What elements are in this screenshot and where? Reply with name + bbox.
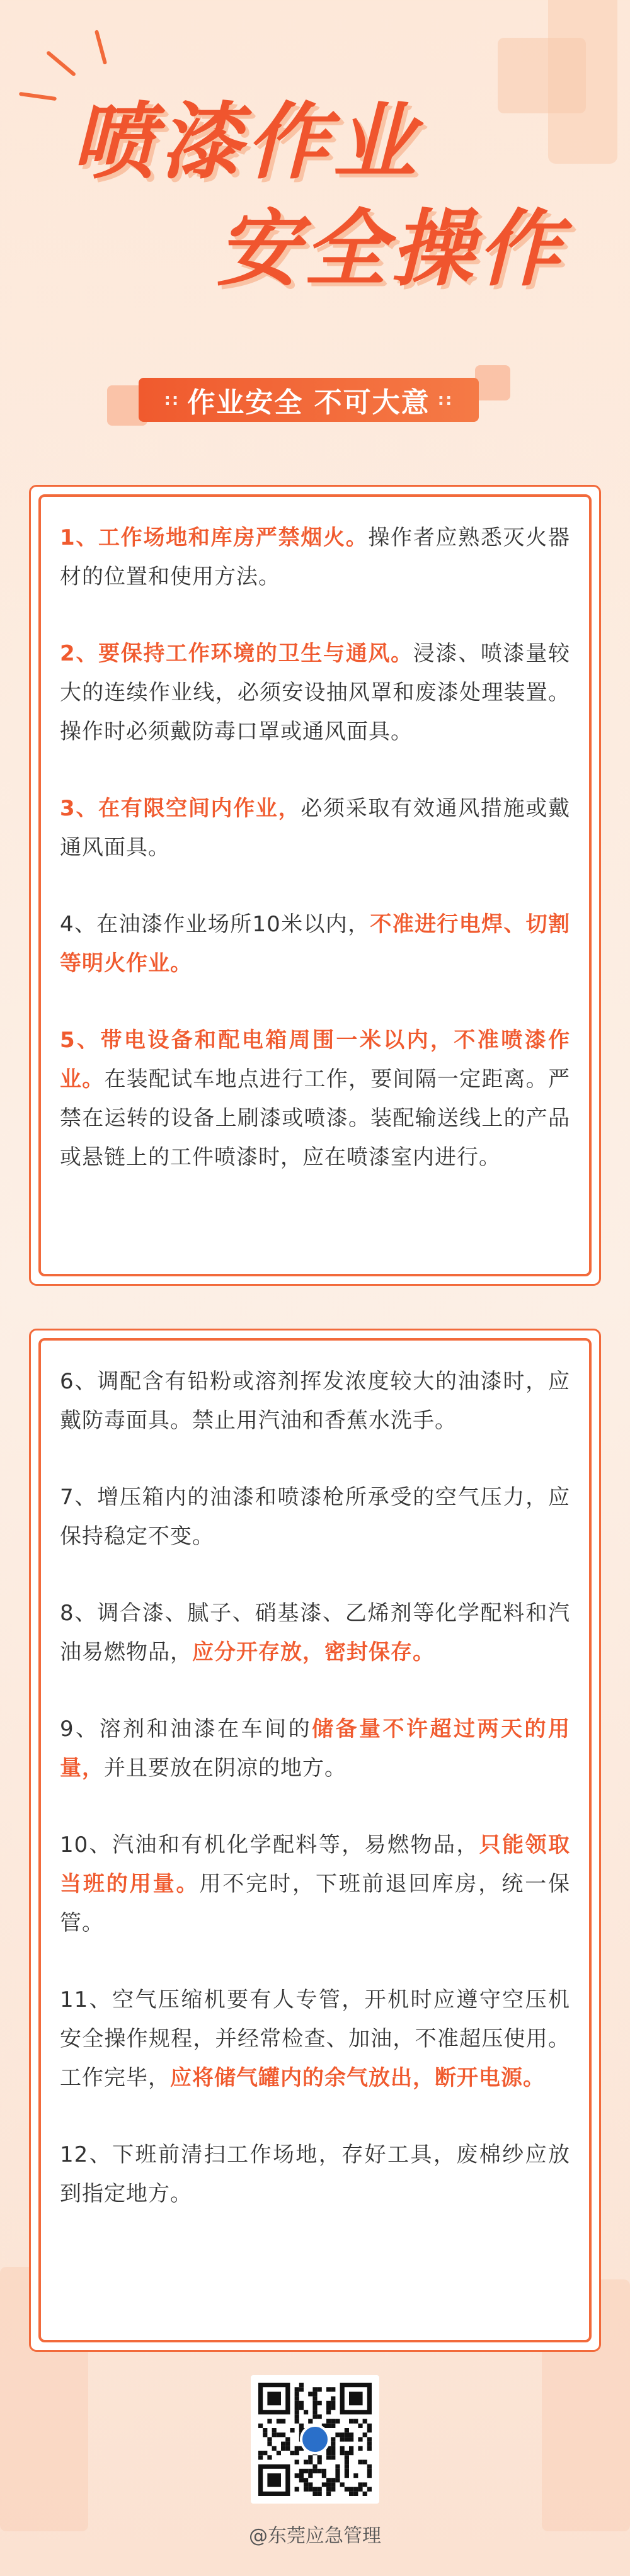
spark-line-icon bbox=[94, 30, 107, 65]
spark-line-icon bbox=[46, 50, 76, 77]
rule-text: 9、溶剂和油漆在车间的 bbox=[60, 1716, 312, 1742]
rule-text: 4、在油漆作业场所10米以内， bbox=[60, 912, 370, 937]
page-title-line1: 喷漆作业 bbox=[72, 94, 420, 191]
rule-highlight: 3、在有限空间内作业， bbox=[60, 796, 301, 821]
rule-item bbox=[60, 1478, 570, 1556]
rule-highlight: 应分开存放，密封保存。 bbox=[192, 1640, 435, 1665]
rule-item bbox=[60, 1980, 570, 2097]
rule-item bbox=[60, 905, 570, 983]
rule-highlight: 只能领取当班的用量。 bbox=[60, 1832, 570, 1897]
page-title-line2: 安全操作 bbox=[217, 201, 564, 298]
spark-line-icon bbox=[19, 92, 57, 101]
rule-text: 10、汽油和有机化学配料等，易燃物品， bbox=[60, 1832, 479, 1858]
rule-highlight: 不准进行电焊、切割等明火作业。 bbox=[60, 912, 571, 976]
rule-text: 操作者应熟悉灭火器材的位置和使用方法。 bbox=[60, 525, 571, 589]
rule-item bbox=[60, 1021, 570, 1177]
tagline bbox=[139, 378, 479, 422]
rule-highlight: 5、带电设备和配电箱周围一米以内，不准喷漆作业。 bbox=[60, 1028, 570, 1092]
rule-text: 并且要放在阴凉的地方。 bbox=[104, 1756, 346, 1781]
tagline-decoration bbox=[475, 365, 510, 400]
dots-icon: :: bbox=[437, 390, 454, 409]
rules-card-1 bbox=[29, 485, 601, 1286]
account-name: @东莞应急管理 bbox=[249, 2525, 381, 2547]
rule-highlight: 2、要保持工作环境的卫生与通风。 bbox=[60, 641, 413, 666]
dots-icon: :: bbox=[164, 390, 180, 409]
rule-item bbox=[60, 1362, 570, 1440]
rules-list bbox=[38, 1338, 592, 2342]
rule-text: 在装配试车地点进行工作，要间隔一定距离。严禁在运转的设备上刷漆或喷漆。装配输送线上的产品或悬链上的工件喷漆时，应在喷漆室内进行。 bbox=[60, 1067, 571, 1170]
rule-item bbox=[60, 2135, 570, 2213]
rule-text: 7、增压箱内的油漆和喷漆枪所承受的空气压力，应保持稳定不变。 bbox=[60, 1485, 570, 1549]
qr-code-icon bbox=[251, 2375, 379, 2504]
rule-highlight: 储备量不许超过两天的用量， bbox=[60, 1716, 570, 1781]
rule-text: 11、空气压缩机要有人专管，开机时应遵守空压机安全操作规程，并经常检查、加油，不准超压使用。工作完毕， bbox=[60, 1987, 570, 2091]
rule-text: 必须采取有效通风措施或戴通风面具。 bbox=[60, 796, 570, 860]
rule-item bbox=[60, 789, 570, 867]
rule-text: 浸漆、喷漆量较大的连续作业线，必须安设抽风罩和废漆处理装置。操作时必须戴防毒口罩或通风面具。 bbox=[60, 641, 571, 744]
rule-highlight: 应将储气罐内的余气放出，断开电源。 bbox=[170, 2065, 545, 2091]
tagline-banner bbox=[107, 372, 510, 432]
rule-item bbox=[60, 1710, 570, 1788]
rule-highlight: 1、工作场地和库房严禁烟火。 bbox=[60, 525, 369, 550]
rule-text: 8、调合漆、腻子、硝基漆、乙烯剂等化学配料和汽油易燃物品， bbox=[60, 1601, 570, 1665]
tagline-text: 作业安全 不可大意 bbox=[187, 387, 430, 419]
rule-text: 6、调配含有铅粉或溶剂挥发浓度较大的油漆时，应戴防毒面具。禁止用汽油和香蕉水洗手。 bbox=[60, 1369, 570, 1433]
rule-item bbox=[60, 1594, 570, 1672]
logo-badge-icon bbox=[300, 2424, 330, 2454]
rules-list bbox=[38, 494, 592, 1276]
rule-text: 12、下班前清扫工作场地，存好工具，废棉纱应放到指定地方。 bbox=[60, 2142, 570, 2206]
rule-item bbox=[60, 518, 570, 596]
rule-item bbox=[60, 1825, 570, 1943]
rule-item bbox=[60, 634, 570, 751]
rule-text: 用不完时，下班前退回库房，统一保管。 bbox=[60, 1871, 571, 1936]
rules-card-2 bbox=[29, 1329, 601, 2352]
